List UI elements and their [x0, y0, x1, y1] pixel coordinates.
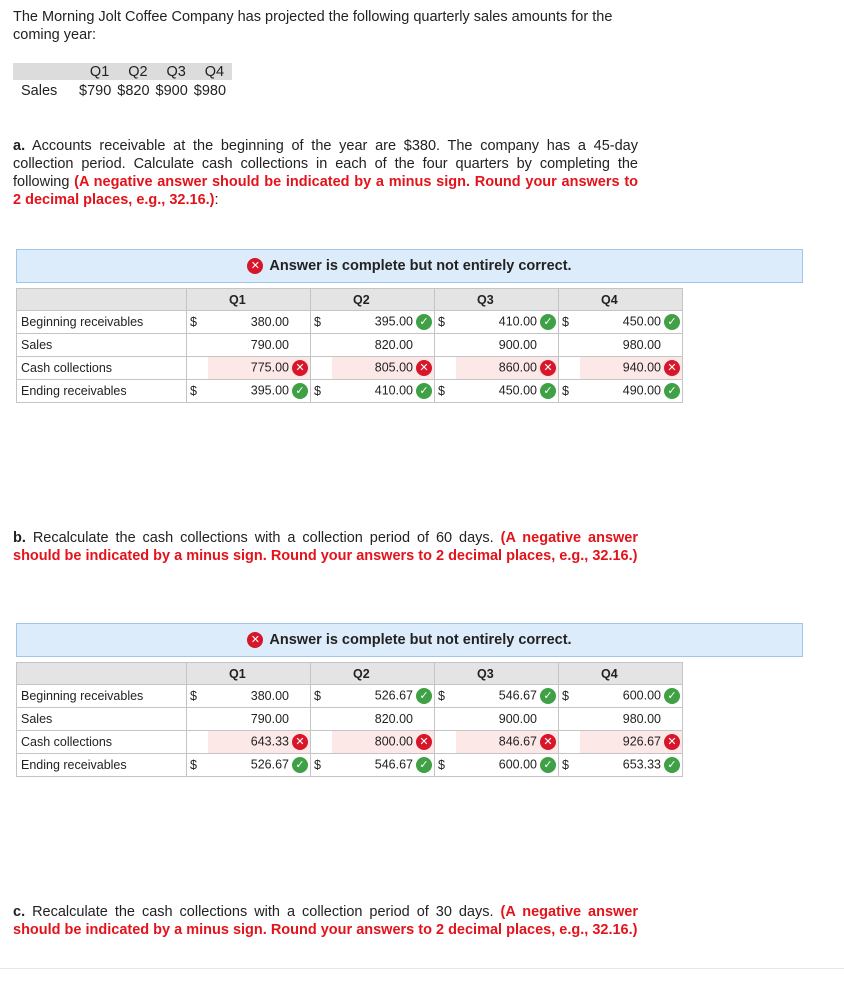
part-b-prompt — [13, 529, 638, 565]
quarter-header-4: Q4 — [559, 289, 683, 311]
check-icon: ✓ — [540, 314, 556, 330]
part-b-letter: b. — [13, 530, 26, 546]
answer-value: 980.00 — [622, 338, 661, 352]
answer-value: 800.00 — [374, 734, 413, 749]
part-b-instruction: (A negative answer should be indicated by a minus sign. Round your answers to 2 decimal places, e.g., 32.16.) — [13, 530, 638, 564]
cross-icon: ✕ — [247, 632, 263, 648]
sales-header-q2: Q2 — [117, 63, 155, 80]
table-row — [17, 731, 683, 754]
cross-icon: ✕ — [540, 734, 556, 750]
answer-value: 900.00 — [498, 338, 537, 352]
answer-value: 410.00 — [498, 314, 537, 329]
currency-symbol — [559, 708, 581, 731]
answer-value: 450.00 — [498, 383, 537, 398]
currency-symbol: $ — [187, 685, 209, 708]
table-row — [17, 311, 683, 334]
answer-value: 940.00 — [622, 360, 661, 375]
cross-icon: ✕ — [416, 360, 432, 376]
answer-cell[interactable] — [456, 685, 559, 708]
quarter-header-3: Q3 — [435, 663, 559, 685]
row-label: Beginning receivables — [17, 311, 187, 334]
currency-symbol — [435, 357, 457, 380]
banner-text-b: Answer is complete but not entirely correct. — [269, 632, 572, 648]
answer-cell[interactable] — [580, 311, 683, 334]
answer-cell[interactable] — [580, 334, 683, 357]
check-icon: ✓ — [664, 314, 680, 330]
answer-cell[interactable] — [456, 334, 559, 357]
answer-value: 805.00 — [374, 360, 413, 375]
currency-symbol — [559, 731, 581, 754]
quarter-header-2: Q2 — [311, 663, 435, 685]
part-c-instruction: (A negative answer should be indicated by a minus sign. Round your answers to 2 decimal places, e.g., 32.16.) — [13, 904, 639, 938]
answer-value: 410.00 — [374, 383, 413, 398]
cross-icon: ✕ — [664, 360, 680, 376]
cross-icon: ✕ — [247, 258, 263, 274]
currency-symbol — [311, 731, 333, 754]
answer-cell[interactable] — [208, 334, 311, 357]
answer-cell[interactable] — [332, 357, 435, 380]
grid-corner — [17, 663, 187, 685]
answer-cell[interactable] — [332, 334, 435, 357]
currency-symbol: $ — [559, 311, 581, 334]
currency-symbol: $ — [435, 685, 457, 708]
currency-symbol — [311, 334, 333, 357]
answer-value: 526.67 — [250, 757, 289, 772]
check-icon: ✓ — [664, 383, 680, 399]
answer-value: 653.33 — [622, 757, 661, 772]
currency-symbol — [311, 708, 333, 731]
answer-cell[interactable] — [580, 380, 683, 403]
check-icon: ✓ — [416, 757, 432, 773]
check-icon: ✓ — [664, 688, 680, 704]
answer-value: 450.00 — [622, 314, 661, 329]
row-label: Sales — [17, 708, 187, 731]
currency-symbol: $ — [311, 685, 333, 708]
answer-cell[interactable] — [580, 708, 683, 731]
table-row — [17, 334, 683, 357]
row-label: Beginning receivables — [17, 685, 187, 708]
grid-corner — [17, 289, 187, 311]
table-row — [17, 754, 683, 777]
table-row — [17, 685, 683, 708]
row-label: Cash collections — [17, 357, 187, 380]
check-icon: ✓ — [664, 757, 680, 773]
sales-value-q1: $790 — [79, 82, 112, 99]
answer-cell[interactable] — [208, 754, 311, 777]
currency-symbol: $ — [311, 311, 333, 334]
currency-symbol: $ — [435, 311, 457, 334]
quarter-header-1: Q1 — [187, 663, 311, 685]
row-label: Cash collections — [17, 731, 187, 754]
answer-cell[interactable] — [456, 731, 559, 754]
answer-value: 860.00 — [498, 360, 537, 375]
answer-value: 546.67 — [498, 688, 537, 703]
cross-icon: ✕ — [540, 360, 556, 376]
part-c-letter: c. — [13, 904, 26, 920]
currency-symbol: $ — [559, 754, 581, 777]
check-icon: ✓ — [540, 688, 556, 704]
answer-value: 395.00 — [374, 314, 413, 329]
answer-cell[interactable] — [208, 311, 311, 334]
table-row — [17, 357, 683, 380]
quarter-header-2: Q2 — [311, 289, 435, 311]
check-icon: ✓ — [416, 314, 432, 330]
currency-symbol: $ — [187, 311, 209, 334]
answer-cell[interactable] — [208, 380, 311, 403]
currency-symbol: $ — [435, 754, 457, 777]
answer-value: 790.00 — [250, 338, 289, 352]
banner-text-a: Answer is complete but not entirely correct. — [269, 258, 572, 274]
sales-header-q4: Q4 — [194, 63, 232, 80]
check-icon: ✓ — [416, 383, 432, 399]
table-row — [17, 708, 683, 731]
part-b-text: Recalculate the cash collections with a collection period of 60 days. — [32, 530, 494, 546]
part-a-letter: a. — [13, 138, 26, 154]
sales-table-corner — [13, 63, 79, 80]
check-icon: ✓ — [292, 383, 308, 399]
currency-symbol — [311, 357, 333, 380]
answer-table-a — [16, 288, 683, 403]
answer-value: 790.00 — [250, 712, 289, 726]
part-a-instruction: (A negative answer should be indicated by a minus sign. Round your answers to 2 decimal places, e.g., 32.16.) — [13, 174, 639, 208]
part-c-text: Recalculate the cash collections with a collection period of 30 days. — [32, 904, 494, 920]
answer-cell[interactable] — [456, 380, 559, 403]
sales-header-q1: Q1 — [79, 63, 117, 80]
answer-value: 820.00 — [374, 338, 413, 352]
row-label: Ending receivables — [17, 754, 187, 777]
currency-symbol: $ — [311, 380, 333, 403]
cross-icon: ✕ — [292, 360, 308, 376]
sales-row-label: Sales — [21, 82, 58, 99]
answer-cell[interactable] — [332, 754, 435, 777]
answer-cell[interactable] — [456, 708, 559, 731]
sales-value-q2: $820 — [117, 82, 150, 99]
currency-symbol — [435, 334, 457, 357]
feedback-banner-b — [16, 623, 803, 657]
quarter-header-4: Q4 — [559, 663, 683, 685]
answer-value: 395.00 — [250, 383, 289, 398]
answer-cell[interactable] — [580, 731, 683, 754]
answer-cell[interactable] — [208, 708, 311, 731]
answer-cell[interactable] — [580, 754, 683, 777]
answer-value: 546.67 — [374, 757, 413, 772]
answer-cell[interactable] — [332, 708, 435, 731]
cross-icon: ✕ — [416, 734, 432, 750]
divider — [0, 968, 844, 969]
currency-symbol — [435, 731, 457, 754]
currency-symbol — [559, 334, 581, 357]
check-icon: ✓ — [416, 688, 432, 704]
part-a-end: : — [214, 192, 219, 208]
answer-value: 380.00 — [250, 315, 289, 329]
sales-header-q3: Q3 — [156, 63, 194, 80]
part-a-text: Accounts receivable at the beginning of the year are $380. The company has a 45-day collection period. Calculate cash collections in each of the four quarters by completing the following — [13, 138, 638, 190]
currency-symbol: $ — [559, 685, 581, 708]
check-icon: ✓ — [540, 383, 556, 399]
currency-symbol: $ — [187, 754, 209, 777]
answer-cell[interactable] — [456, 754, 559, 777]
answer-value: 980.00 — [622, 712, 661, 726]
quarter-header-3: Q3 — [435, 289, 559, 311]
check-icon: ✓ — [540, 757, 556, 773]
answer-cell[interactable] — [332, 380, 435, 403]
currency-symbol — [559, 357, 581, 380]
answer-table-b — [16, 662, 683, 777]
currency-symbol — [187, 731, 209, 754]
answer-value: 600.00 — [622, 688, 661, 703]
currency-symbol — [435, 708, 457, 731]
projected-sales-table — [13, 63, 232, 101]
sales-value-q4: $980 — [193, 82, 227, 99]
intro-text: The Morning Jolt Coffee Company has projected the following quarterly sales amounts for the coming year: — [13, 9, 613, 43]
answer-value: 600.00 — [498, 757, 537, 772]
answer-value: 900.00 — [498, 712, 537, 726]
cross-icon: ✕ — [292, 734, 308, 750]
part-c-prompt — [13, 903, 638, 939]
answer-value: 820.00 — [374, 712, 413, 726]
answer-cell[interactable] — [208, 685, 311, 708]
answer-value: 775.00 — [250, 360, 289, 375]
answer-value: 643.33 — [250, 734, 289, 749]
part-a-prompt — [13, 137, 638, 209]
answer-cell[interactable] — [580, 685, 683, 708]
row-label: Ending receivables — [17, 380, 187, 403]
answer-cell[interactable] — [580, 357, 683, 380]
answer-cell[interactable] — [456, 357, 559, 380]
currency-symbol — [187, 357, 209, 380]
answer-cell[interactable] — [332, 311, 435, 334]
check-icon: ✓ — [292, 757, 308, 773]
currency-symbol: $ — [559, 380, 581, 403]
table-row — [17, 380, 683, 403]
answer-value: 490.00 — [622, 383, 661, 398]
feedback-banner-a — [16, 249, 803, 283]
answer-value: 926.67 — [622, 734, 661, 749]
currency-symbol — [187, 334, 209, 357]
row-label: Sales — [17, 334, 187, 357]
sales-value-q3: $900 — [155, 82, 188, 99]
currency-symbol: $ — [311, 754, 333, 777]
answer-cell[interactable] — [332, 731, 435, 754]
currency-symbol: $ — [435, 380, 457, 403]
answer-value: 526.67 — [374, 688, 413, 703]
answer-cell[interactable] — [456, 311, 559, 334]
cross-icon: ✕ — [664, 734, 680, 750]
answer-cell[interactable] — [208, 357, 311, 380]
answer-cell[interactable] — [332, 685, 435, 708]
answer-value: 380.00 — [250, 689, 289, 703]
currency-symbol — [187, 708, 209, 731]
answer-value: 846.67 — [498, 734, 537, 749]
currency-symbol: $ — [187, 380, 209, 403]
quarter-header-1: Q1 — [187, 289, 311, 311]
answer-cell[interactable] — [208, 731, 311, 754]
